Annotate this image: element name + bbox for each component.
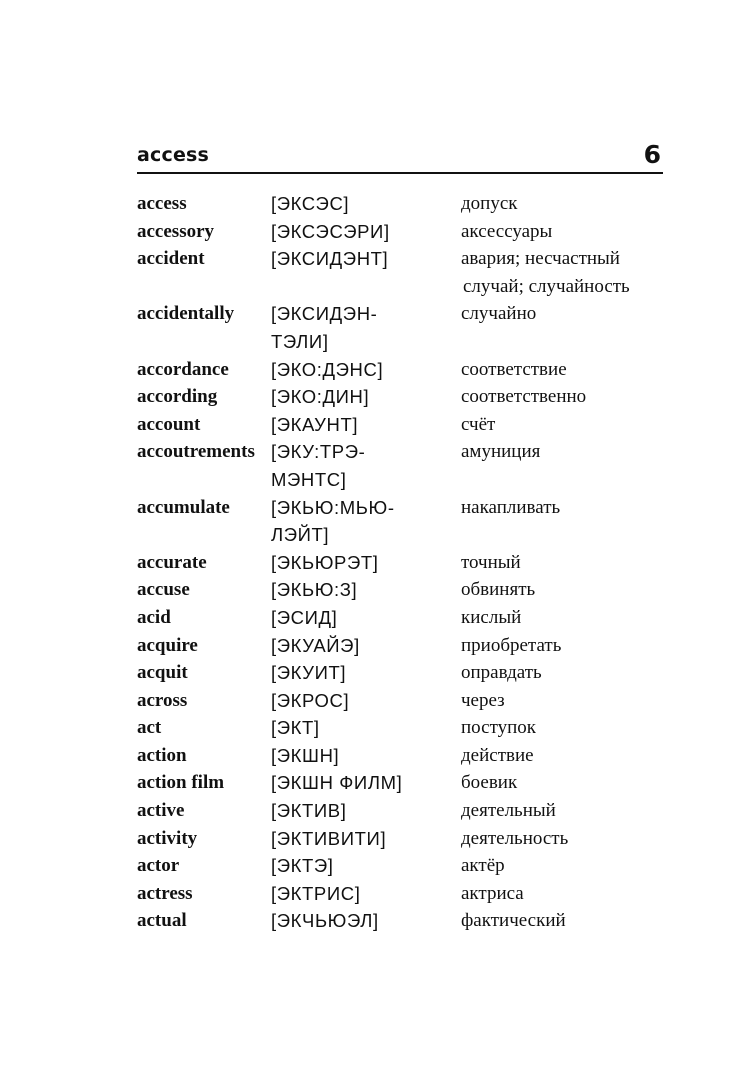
page-number: 6	[643, 140, 661, 169]
entry-headword: accoutrements	[137, 441, 255, 463]
entry-transcription	[271, 880, 457, 908]
dictionary-entry	[137, 797, 677, 825]
transcription-line: [ЭКСЭС]	[271, 193, 350, 214]
transcription-line: [ЭКСЭСЭРИ]	[271, 220, 390, 242]
transcription-line: [ЭКО:ДЭНС]	[271, 358, 384, 380]
entry-translation	[461, 769, 673, 797]
translation-line: через	[461, 689, 505, 711]
entry-transcription	[271, 769, 457, 797]
translation-line: авария; несчастный	[461, 248, 620, 270]
entry-translation	[461, 411, 673, 439]
translation-line: оправдать	[461, 662, 542, 684]
translation-line: актёр	[461, 855, 505, 877]
entry-transcription	[271, 494, 457, 549]
transcription-line: [ЭКТРИС]	[271, 882, 361, 904]
dictionary-entry	[137, 632, 677, 660]
transcription-line: [ЭКРОС]	[271, 689, 350, 711]
entry-translation	[461, 852, 673, 880]
entry-headword: accessory	[137, 220, 215, 242]
running-header	[137, 140, 663, 174]
dictionary-entry	[137, 604, 677, 632]
entry-transcription	[271, 852, 457, 880]
translation-line: приобретать	[461, 634, 562, 656]
entry-translation	[461, 494, 673, 522]
dictionary-entry	[137, 852, 677, 880]
entry-translation	[461, 356, 673, 384]
dictionary-entry	[137, 411, 677, 439]
translation-line: точный	[461, 551, 521, 573]
entry-transcription	[271, 632, 457, 660]
translation-line: действие	[461, 744, 534, 766]
entry-headword: accident	[137, 248, 205, 270]
entry-translation	[461, 907, 673, 935]
translation-line: кислый	[461, 606, 522, 628]
entry-headword: access	[137, 193, 187, 214]
translation-line: допуск	[461, 193, 518, 214]
entry-transcription	[271, 687, 457, 715]
dictionary-entry	[137, 714, 677, 742]
dictionary-entry	[137, 383, 677, 411]
entry-translation	[461, 190, 673, 218]
entry-translation	[461, 438, 673, 466]
entry-headword: acid	[137, 606, 171, 628]
transcription-line: [ЭКТ]	[271, 717, 320, 739]
dictionary-entry	[137, 742, 677, 770]
transcription-line: [ЭКЬЮ:МЬЮ-	[271, 496, 395, 518]
entry-transcription	[271, 714, 457, 742]
translation-line: амуниция	[461, 441, 541, 463]
transcription-line: [ЭКТЭ]	[271, 855, 334, 877]
translation-line: аксессуары	[461, 220, 553, 242]
entry-headword: actress	[137, 882, 193, 904]
entry-translation	[461, 604, 673, 632]
transcription-line: [ЭКСИДЭНТ]	[271, 248, 389, 270]
dictionary-entry	[137, 494, 677, 549]
entry-transcription	[271, 356, 457, 384]
transcription-line: [ЭКУАЙЭ]	[271, 634, 360, 656]
entry-headword: act	[137, 717, 162, 739]
transcription-line: [ЭКЬЮ:З]	[271, 579, 358, 601]
transcription-line: [ЭСИД]	[271, 606, 338, 628]
entry-transcription	[271, 190, 457, 218]
entry-headword: action film	[137, 772, 225, 794]
entry-translation	[461, 880, 673, 908]
entry-headword: actual	[137, 910, 187, 932]
translation-line: случай; случайность	[463, 275, 630, 297]
dictionary-entry	[137, 190, 677, 218]
entry-translation	[461, 742, 673, 770]
transcription-line: ЛЭЙТ]	[271, 524, 330, 546]
entry-transcription	[271, 825, 457, 853]
entry-transcription	[271, 245, 457, 273]
transcription-line: [ЭКСИДЭН-	[271, 303, 378, 325]
entry-transcription	[271, 411, 457, 439]
dictionary-entry	[137, 218, 677, 246]
dictionary-entry	[137, 687, 677, 715]
dictionary-entry	[137, 907, 677, 935]
transcription-line: [ЭКШН ФИЛМ]	[271, 772, 403, 794]
transcription-line: [ЭКЧЬЮЭЛ]	[271, 910, 379, 932]
entry-translation	[461, 245, 673, 300]
entry-transcription	[271, 549, 457, 577]
entry-transcription	[271, 438, 457, 493]
translation-line: поступок	[461, 717, 537, 739]
entry-headword: across	[137, 689, 188, 711]
translation-line: случайно	[461, 303, 537, 325]
translation-line: соответствие	[461, 358, 567, 380]
entry-headword: acquit	[137, 662, 188, 684]
entry-headword: accidentally	[137, 303, 235, 325]
entry-transcription	[271, 218, 457, 246]
dictionary-entry	[137, 576, 677, 604]
transcription-line: [ЭКУ:ТРЭ-	[271, 441, 366, 463]
entry-headword: accumulate	[137, 496, 230, 518]
entry-transcription	[271, 383, 457, 411]
entry-headword: according	[137, 386, 218, 408]
entry-headword: accordance	[137, 358, 229, 380]
entry-translation	[461, 825, 673, 853]
dictionary-entry	[137, 825, 677, 853]
entry-translation	[461, 632, 673, 660]
dictionary-entry	[137, 769, 677, 797]
transcription-line: [ЭКУИТ]	[271, 662, 347, 684]
translation-line: деятельность	[461, 827, 569, 849]
entry-transcription	[271, 907, 457, 935]
dictionary-entry	[137, 880, 677, 908]
entry-headword: acquire	[137, 634, 198, 656]
translation-line: счёт	[461, 413, 496, 435]
entry-translation	[461, 797, 673, 825]
translation-line: обвинять	[461, 579, 536, 601]
entry-translation	[461, 659, 673, 687]
entry-headword: account	[137, 413, 201, 435]
entry-transcription	[271, 604, 457, 632]
transcription-line: [ЭКШН]	[271, 744, 340, 766]
transcription-line: [ЭКТИВИТИ]	[271, 827, 387, 849]
entry-headword: accuse	[137, 579, 190, 601]
transcription-line: [ЭКАУНТ]	[271, 413, 359, 435]
transcription-line: МЭНТС]	[271, 468, 347, 490]
transcription-line: ТЭЛИ]	[271, 330, 329, 352]
transcription-line: [ЭКО:ДИН]	[271, 386, 370, 408]
entry-headword: activity	[137, 827, 198, 849]
entry-transcription	[271, 659, 457, 687]
translation-line: актриса	[461, 882, 524, 904]
translation-line: деятельный	[461, 800, 556, 822]
entry-transcription	[271, 742, 457, 770]
entry-translation	[461, 549, 673, 577]
translation-line: накапливать	[461, 496, 561, 518]
header-guide-word: access	[137, 144, 210, 166]
entry-translation	[461, 687, 673, 715]
translation-line: боевик	[461, 772, 518, 794]
entry-transcription	[271, 300, 457, 355]
dictionary-entries	[137, 190, 677, 935]
entry-headword: accurate	[137, 551, 207, 573]
transcription-line: [ЭКТИВ]	[271, 800, 347, 822]
entry-translation	[461, 300, 673, 328]
translation-line: фактический	[461, 910, 566, 932]
entry-translation	[461, 218, 673, 246]
dictionary-entry	[137, 300, 677, 355]
dictionary-entry	[137, 549, 677, 577]
entry-translation	[461, 714, 673, 742]
dictionary-entry	[137, 356, 677, 384]
dictionary-entry	[137, 245, 677, 300]
entry-headword: action	[137, 744, 187, 766]
entry-translation	[461, 576, 673, 604]
transcription-line: [ЭКЬЮРЭТ]	[271, 551, 379, 573]
entry-translation	[461, 383, 673, 411]
entry-transcription	[271, 576, 457, 604]
entry-transcription	[271, 797, 457, 825]
entry-headword: actor	[137, 855, 180, 877]
translation-line: соответственно	[461, 386, 587, 408]
entry-headword: active	[137, 800, 185, 822]
dictionary-entry	[137, 438, 677, 493]
dictionary-entry	[137, 659, 677, 687]
